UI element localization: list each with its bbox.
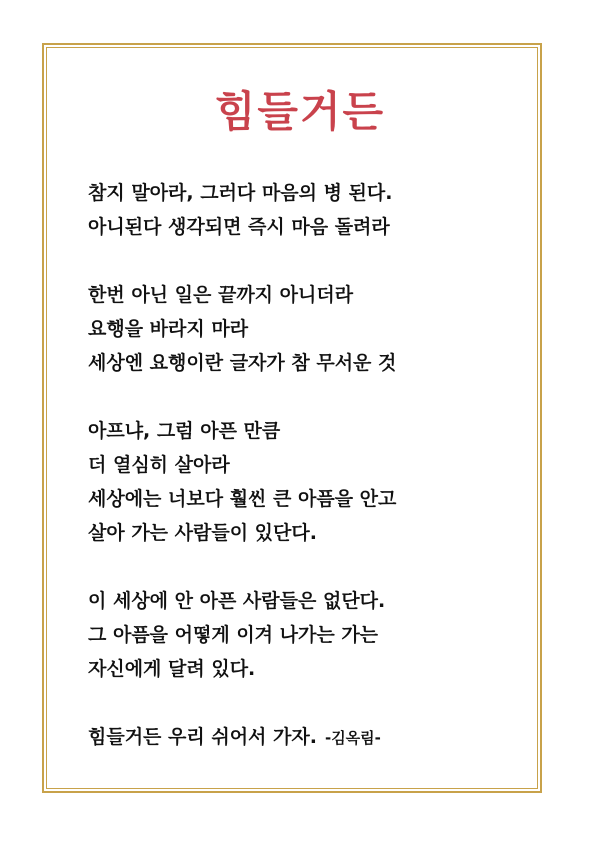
author-name: -김옥림-	[324, 729, 381, 747]
poem-body	[88, 176, 528, 755]
stanza-4	[88, 584, 528, 686]
poem-line: 요행을 바라지 마라	[88, 318, 249, 340]
stanza-2	[88, 278, 528, 380]
poem-line: 한번 아닌 일은 끝까지 아니더라	[88, 284, 354, 306]
poem-line: 더 열심히 살아라	[88, 454, 230, 476]
stanza-1	[88, 176, 528, 244]
poem-title: 힘들거든	[214, 87, 386, 136]
poem-line: 세상엔 요행이란 글자가 참 무서운 것	[88, 352, 397, 374]
poem-line: 그 아픔을 어떻게 이겨 나가는 가는	[88, 624, 379, 646]
poem-line: 세상에는 너보다 훨씬 큰 아픔을 안고	[88, 488, 397, 510]
poem-line: 살아 가는 사람들이 있단다.	[88, 522, 317, 544]
stanza-3	[88, 414, 528, 550]
poem-line: 자신에게 달려 있다.	[88, 658, 256, 680]
closing-line-wrap	[88, 720, 528, 755]
stanza-closing	[88, 720, 528, 755]
poem-line: 아프냐, 그럼 아픈 만큼	[88, 420, 281, 442]
poem-line: 참지 말아라, 그러다 마음의 병 된다.	[88, 182, 393, 204]
poem-line: 이 세상에 안 아픈 사람들은 없단다.	[88, 590, 386, 612]
poem-line: 아니된다 생각되면 즉시 마음 돌려라	[88, 216, 390, 238]
closing-line: 힘들거든 우리 쉬어서 가자.	[88, 726, 317, 748]
